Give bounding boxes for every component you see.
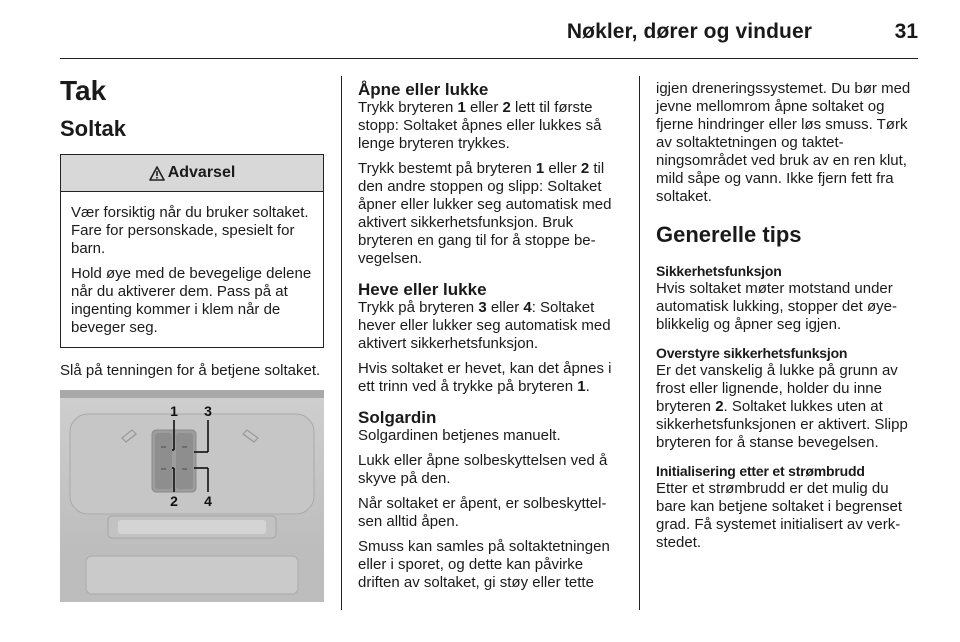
section-title: Tak [60,75,107,106]
section-heading: Åpne eller lukke [358,80,489,99]
paragraph: Lukk eller åpne solbeskyttelsen ved å skyve på den. [358,452,608,487]
column-2 [358,80,624,604]
section-heading: Heve eller lukke [358,280,487,299]
paragraph: Hvis soltaket er hevet, kan det åpnes i ett trinn ved å trykke på bryteren 1. [358,360,612,395]
warning-body [61,192,323,347]
intro-text: Slå på tenningen for å betjene soltaket. [60,362,321,379]
tip-text: Etter et strømbrudd er det mulig du bare kan betjene soltaket i begrenset grad. Få systemet initialisert av verkstedet. [656,480,902,551]
page-number: 31 [894,20,918,43]
tip-heading: Sikkerhetsfunksjon [656,263,782,279]
tip-safety-function [656,262,922,334]
warning-header [61,155,323,192]
column-divider [341,76,342,610]
section-raise-close [358,280,624,396]
section-heading: Solgardin [358,408,437,427]
switch-label-2: 2 [170,493,178,509]
switch-label-1: 1 [170,403,178,419]
paragraph: Trykk på bryteren 3 eller 4: Soltaket hever eller lukker seg automatisk med aktivert sikkerhetsfunksjon. [358,299,611,352]
warning-label: Advarsel [167,164,236,181]
paragraph-continued: igjen dreneringssystemet. Du bør med jevne mellomrom åpne soltaket og fjerne hindringer eller løs smuss. Tørk av soltaktetningen og taktetningsområdet ved bruk av en ren klut, mild såpe og vann. Ikke fjern fett fra soltaket. [656,80,911,205]
paragraph: Trykk bryteren 1 eller 2 lett til første stopp: Soltaket åpnes eller lukkes så lenge bryteren trykkes. [358,99,602,152]
tip-heading: Overstyre sikkerhetsfunksjon [656,345,848,361]
tip-text: Hvis soltaket møter motstand under automatisk lukking, stopper det øyeblikkelig og åpner seg igjen. [656,280,897,333]
section-subtitle: Soltak [60,116,127,141]
warning-text: Hold øye med de bevegelige delene når du aktiverer dem. Pass på at ingenting kommer i klem når de beveger seg. [71,265,312,336]
tip-override-safety [656,344,922,452]
tip-initialisation [656,462,922,552]
column-3 [656,80,922,562]
warning-text: Vær forsiktig når du bruker soltaket. Fare for personskade, spesielt for barn. [71,204,309,257]
switch-label-3: 3 [204,403,212,419]
column-1 [60,76,324,380]
paragraph: Trykk bestemt på bryteren 1 eller 2 til den andre stoppen og slipp: Soltaket åpner eller lukker seg automatisk med aktivert sikkerhetsfunksjon. Bruk bryteren en gang til for å stoppe bevegelsen. [358,160,612,267]
paragraph: Smuss kan samles på soltaktetningen eller i sporet, og dette kan påvirke driften av soltaket, gi støy eller tette [358,538,610,591]
roof-switch-figure [60,390,324,602]
paragraph: Når soltaket er åpent, er solbeskyttelsen alltid åpen. [358,495,607,530]
page-header-title: Nøkler, dører og vinduer [566,20,812,43]
warning-box [60,154,324,348]
paragraph: Solgardinen betjenes manuelt. [358,427,561,444]
tip-heading: Initialisering etter et strømbrudd [656,463,865,479]
tip-text: Er det vanskelig å lukke på grunn av frost eller lignende, holder du inne bryteren 2. Soltaket lukkes uten at sikkerhetsfunksjonen er aktivert. Slipp bryteren for å stanse bevegelsen. [656,362,908,451]
warning-triangle-icon [149,166,165,181]
section-open-close [358,80,624,268]
roof-console-illustration [60,390,324,602]
switch-label-4: 4 [204,493,212,509]
section-heading: Generelle tips [656,222,802,247]
section-sunblind [358,408,624,592]
header-divider [60,58,918,59]
column-divider [639,76,640,610]
